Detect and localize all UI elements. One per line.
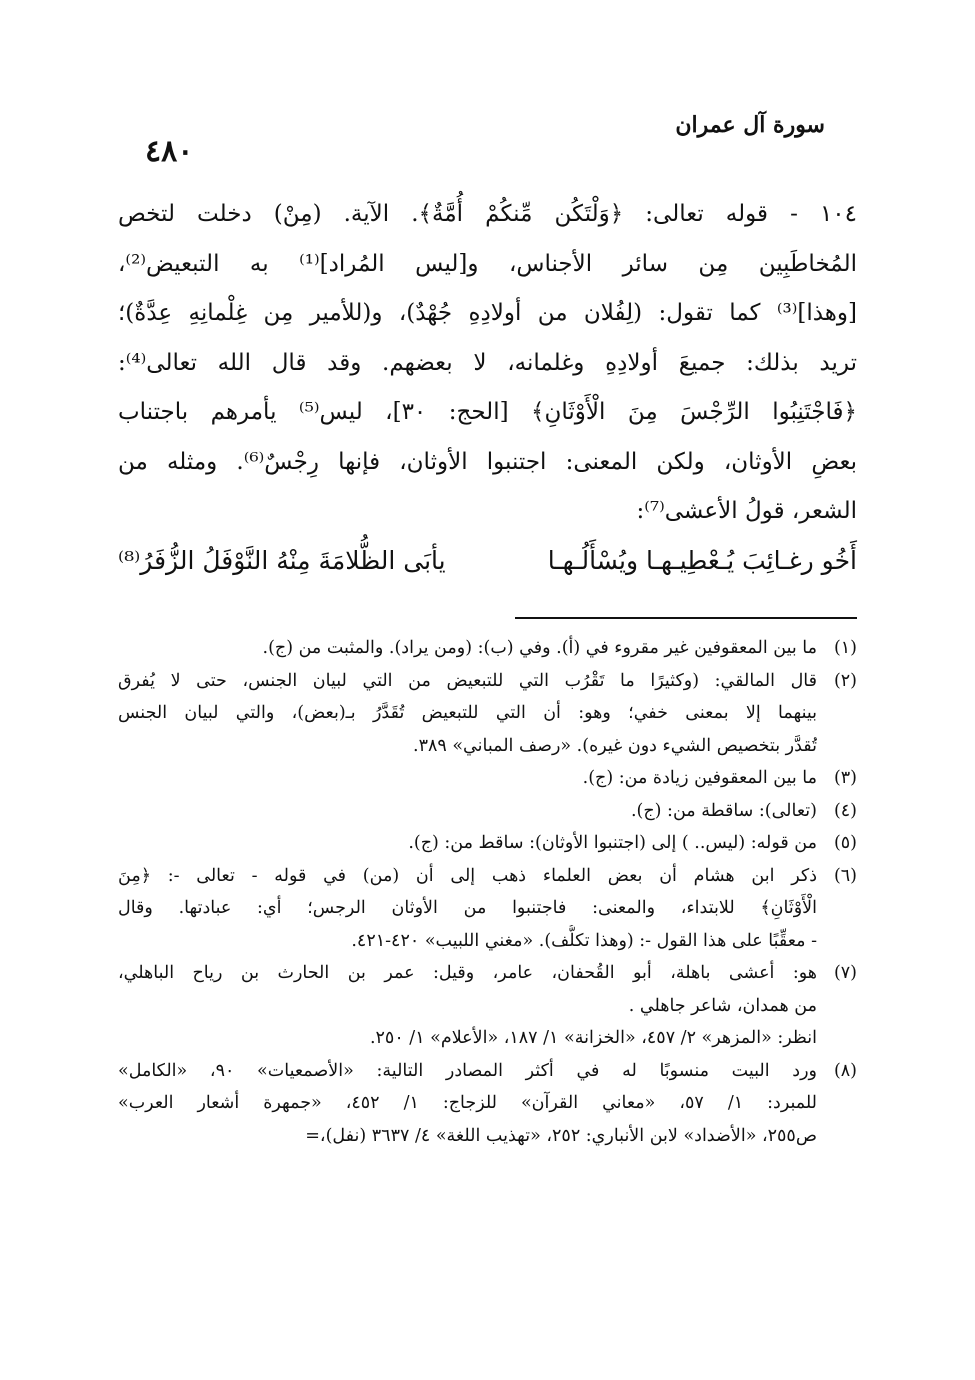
footnote-line: ذكر ابن هشام أن بعض العلماء ذهب إلى أن (من) في قوله - تعالى -: ﴿مِنَ — [118, 865, 817, 886]
footnote — [118, 665, 857, 763]
footnote-line: قال المالقي: (وكثيرًا ما تَقْرُب التي للتبعيض من التي لبيان الجنس، حتى لا يُفرق — [118, 670, 817, 691]
text-line: بعضِ الأوثان، ولكن المعنى: اجتنبوا الأوثان، فإنها رِجْسٌ⁽⁶⁾. ومثله من — [118, 448, 857, 475]
footnotes — [118, 632, 857, 1152]
footnote — [118, 795, 857, 828]
footnote-line: بينهما إلا بمعنى خفي؛ وهو: أن التي للتبعيض تُقَدَّرُ بـ(بعض)، والتي لبيان الجنس — [118, 703, 817, 723]
footnote — [118, 957, 857, 1055]
text-line: تريد بذلك: جميعَ أولادِهِ وغلمانه، لا بعضهم. وقد قال الله تعالى⁽⁴⁾: — [118, 349, 857, 376]
footnote-number: (١) — [833, 638, 857, 658]
main-text — [118, 190, 857, 581]
footnote-number: (٧) — [833, 963, 857, 983]
footnote-line: ص٢٥٥، «الأضداد» لابن الأنباري: ٢٥٢، «تهذيب اللغة» ٤/ ٣٦٣٧ (نفل)،= — [305, 1125, 817, 1146]
running-title: سورة آل عمران — [675, 112, 825, 138]
page-header — [120, 112, 855, 172]
footnote-line: ورد البيت منسوبًا له في أكثر المصادر التالية: «الأصمعيات» ٩٠، «الكامل» — [118, 1060, 817, 1081]
footnote-number: (٣) — [833, 768, 857, 788]
text-line: ١٠٤ - قوله تعالى: ﴿وَلْتَكُن مِّنكُمْ أُمَّةٌ﴾. الآية. (مِنْ) دخلت لتخص — [118, 201, 857, 227]
footnote-line: - معقِّبًا على هذا القول -: (وهذا تكلُّف). «مغني اللبيب» ٤٢٠-٤٢١. — [351, 930, 817, 951]
page-number: ٤٨٠ — [145, 134, 194, 169]
footnote-line: من همدان، شاعر جاهلي . — [628, 995, 817, 1016]
footnote-number: (٢) — [833, 670, 857, 691]
footnote-number: (٤) — [833, 800, 857, 821]
footnote-number: (٦) — [833, 865, 857, 886]
footnote-line: (تعالى): ساقطة من: (ج). — [630, 800, 817, 821]
poetry-verse — [118, 541, 857, 581]
text-line: [وهذا]⁽³⁾ كما تقول: (لِفُلان من أولادِهِ جُهْدٌ)، و(للأمير مِن غِلْمانِهِ عِدَّةٌ)؛ — [118, 300, 857, 326]
footnote-line: ما بين المعقوفين غير مقروء في (أ). وفي (ب): (ومن يراد). والمثبت من (ج). — [262, 638, 817, 658]
footnote — [118, 632, 857, 665]
footnote-line: للمبرد: ١/ ٥٧، «معاني القرآن» للزجاج: ١/ ٤٥٢، «جمهرة أشعار العرب» — [118, 1093, 817, 1113]
footnote — [118, 827, 857, 860]
footnote-line: الْأَوْثَانِ﴾ للابتداء، والمعنى: فاجتنبوا من الأوثان الرجس؛ أي: عبادتها. وقال — [118, 898, 817, 918]
footnote-number: (٥) — [833, 833, 857, 853]
footnote — [118, 1055, 857, 1153]
footnote-line: انظر: «المزهر» ٢/ ٤٥٧، «الخزانة» ١/ ١٨٧، «الأعلام» ١/ ٢٥٠. — [369, 1028, 817, 1048]
footnote-separator — [515, 617, 857, 619]
verse-first-hemistich: أَخُو رغـائِبَ يُـعْطِيـهـا ويُسْأَلُـهـا — [547, 545, 857, 575]
text-line: ﴿فَاجْتَنِبُوا الرِّجْسَ مِنَ الْأَوْثَانِ﴾ [الحج: ٣٠]، ليس⁽⁵⁾ يأمرهم باجتناب — [118, 399, 857, 425]
verse-second-hemistich: يأبَى الظُّلامَةَ مِنْهُ النَّوْفَلُ الزُّفَرُ⁽⁸⁾ — [118, 545, 446, 575]
footnote — [118, 762, 857, 795]
footnote-line: ما بين المعقوفين زيادة من: (ج). — [582, 768, 817, 788]
footnote — [118, 860, 857, 958]
footnote-line: هو: أعشى باهلة، أبو القُحفان، عامر، وقيل: عمر بن الحارث بن رياح الباهلي، — [118, 963, 817, 983]
footnote-line: من قوله: (ليس.. ) إلى (اجتنبوا الأوثان): ساقط من: (ج). — [408, 833, 817, 853]
text-line: المُخاطَبِين مِن سائر الأجناس، و[ليس المُراد]⁽¹⁾ به التبعيض⁽²⁾، — [118, 250, 857, 277]
footnote-line: تُقدَّر بتخصيص الشيء دون غيره). «رصف المباني» ٣٨٩. — [412, 735, 817, 756]
footnote-number: (٨) — [833, 1060, 857, 1081]
text-line: الشعر، قولُ الأعشى⁽⁷⁾: — [636, 498, 857, 524]
